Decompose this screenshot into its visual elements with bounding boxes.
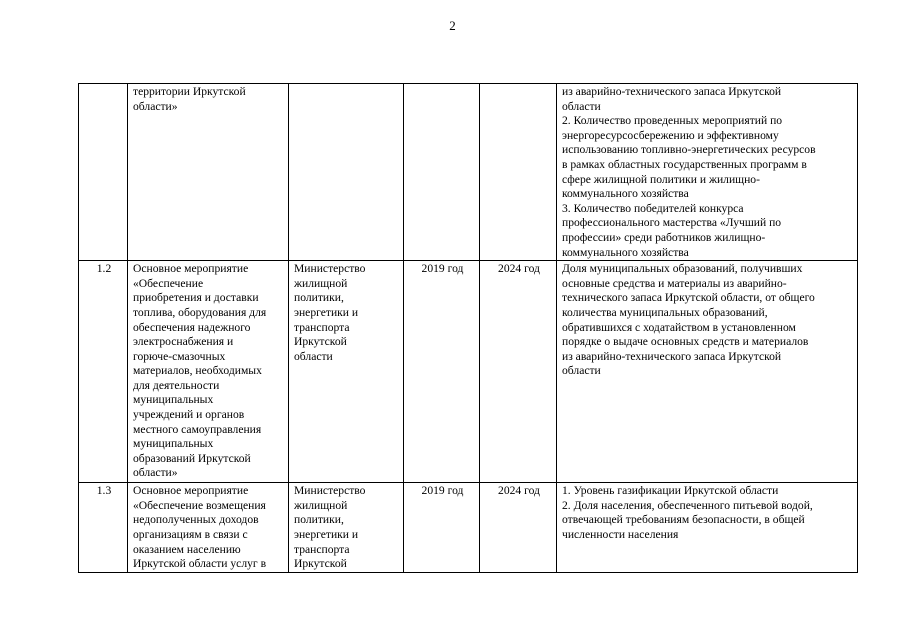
event-name-cell [128, 261, 289, 483]
executor-cell-line: области [294, 349, 333, 363]
indicators-cell-line: коммунального хозяйства [562, 245, 689, 259]
executor-cell-line: Иркутской [294, 335, 347, 349]
event-name-cell-line: недополученных доходов [133, 513, 259, 527]
indicators-cell-line: обратившихся с ходатайством в установленном [562, 320, 796, 334]
event-name-cell-line: образований Иркутской [133, 451, 251, 465]
executor-cell-line: энергетики и [294, 305, 359, 319]
indicators-cell-line: профессионального мастерства «Лучший по [562, 216, 782, 230]
event-name-cell-line: организациям в связи с [133, 527, 248, 541]
indicators-cell-line: 1. Уровень газификации Иркутской области [562, 484, 779, 498]
event-name-cell-line: области» [133, 99, 178, 113]
program-events-table [78, 83, 858, 573]
row-number-cell: 1.2 [79, 261, 128, 483]
executor-cell-line: жилищной [294, 498, 348, 512]
event-name-cell-line: горюче-смазочных [133, 349, 226, 363]
start-year-cell: 2019 год [404, 483, 480, 573]
indicators-cell-line: сфере жилищной политики и жилищно- [562, 172, 760, 186]
executor-cell [289, 261, 404, 483]
indicators-cell-line: количества муниципальных образований, [562, 305, 768, 319]
event-name-cell-line: Иркутской области услуг в [133, 557, 267, 571]
start-year-cell [404, 84, 480, 261]
indicators-cell-line: технического запаса Иркутской области, от общего [562, 291, 815, 305]
start-year-cell: 2019 год [404, 261, 480, 483]
indicators-cell-line: области [562, 364, 601, 378]
indicators-cell-line: основные средства и материалы из аварийно- [562, 276, 787, 290]
indicators-cell-line: коммунального хозяйства [562, 187, 689, 201]
indicators-cell-line: численности населения [562, 527, 679, 541]
executor-cell-line: транспорта [294, 320, 350, 334]
indicators-cell-line: 2. Доля населения, обеспеченного питьевой водой, [562, 498, 813, 512]
executor-cell-line: энергетики и [294, 527, 359, 541]
table-row [79, 84, 858, 261]
event-name-cell-line: территории Иркутской [133, 85, 246, 98]
event-name-cell-line: топлива, оборудования для [133, 305, 267, 319]
indicators-cell [557, 261, 858, 483]
event-name-cell-line: местного самоуправления [133, 422, 262, 436]
indicators-cell-line: 2. Количество проведенных мероприятий по [562, 114, 783, 128]
event-name-cell-line: Основное мероприятие [133, 484, 249, 498]
event-name-cell-line: «Обеспечение возмещения [133, 498, 266, 512]
event-name-cell-line: оказанием населению [133, 542, 241, 556]
executor-cell-line: Иркутской [294, 557, 347, 571]
event-name-cell [128, 483, 289, 573]
table-body [79, 84, 858, 573]
indicators-cell-line: энергоресурсосбережению и эффективному [562, 128, 779, 142]
event-name-cell [128, 84, 289, 261]
indicators-cell-line: 3. Количество победителей конкурса [562, 201, 744, 215]
indicators-cell-line: использованию топливно-энергетических ресурсов [562, 143, 816, 157]
event-name-cell-line: электроснабжения и [133, 335, 234, 349]
event-name-cell-line: Основное мероприятие [133, 262, 249, 276]
indicators-cell-line: Доля муниципальных образований, получивших [562, 262, 803, 276]
executor-cell-line: Министерство [294, 262, 366, 276]
executor-cell [289, 483, 404, 573]
executor-cell-line: Министерство [294, 484, 366, 498]
indicators-cell-line: профессии» среди работников жилищно- [562, 230, 766, 244]
event-name-cell-line: муниципальных [133, 437, 214, 451]
indicators-cell-line: порядке о выдаче основных средств и материалов [562, 335, 809, 349]
indicators-cell-line: области [562, 99, 601, 113]
page-number: 2 [449, 18, 456, 33]
executor-cell-line: политики, [294, 291, 344, 305]
table-row [79, 483, 858, 573]
event-name-cell-line: для деятельности [133, 378, 220, 392]
event-name-cell-line: приобретения и доставки [133, 291, 259, 305]
executor-cell-line: жилищной [294, 276, 348, 290]
indicators-cell-line: в рамках областных государственных программ в [562, 157, 807, 171]
row-number-cell [79, 84, 128, 261]
indicators-cell [557, 84, 858, 261]
row-number-cell: 1.3 [79, 483, 128, 573]
end-year-cell: 2024 год [480, 261, 557, 483]
executor-cell [289, 84, 404, 261]
event-name-cell-line: обеспечения надежного [133, 320, 251, 334]
executor-cell-line: политики, [294, 513, 344, 527]
end-year-cell: 2024 год [480, 483, 557, 573]
event-name-cell-line: области» [133, 466, 178, 480]
indicators-cell-line: отвечающей требованиям безопасности, в общей [562, 513, 805, 527]
event-name-cell-line: «Обеспечение [133, 276, 204, 290]
table-row [79, 261, 858, 483]
event-name-cell-line: учреждений и органов [133, 408, 245, 422]
executor-cell-line: транспорта [294, 542, 350, 556]
indicators-cell-line: из аварийно-технического запаса Иркутской [562, 349, 782, 363]
indicators-cell-line: из аварийно-технического запаса Иркутской [562, 85, 782, 98]
indicators-cell [557, 483, 858, 573]
event-name-cell-line: материалов, необходимых [133, 364, 262, 378]
event-name-cell-line: муниципальных [133, 393, 214, 407]
end-year-cell [480, 84, 557, 261]
